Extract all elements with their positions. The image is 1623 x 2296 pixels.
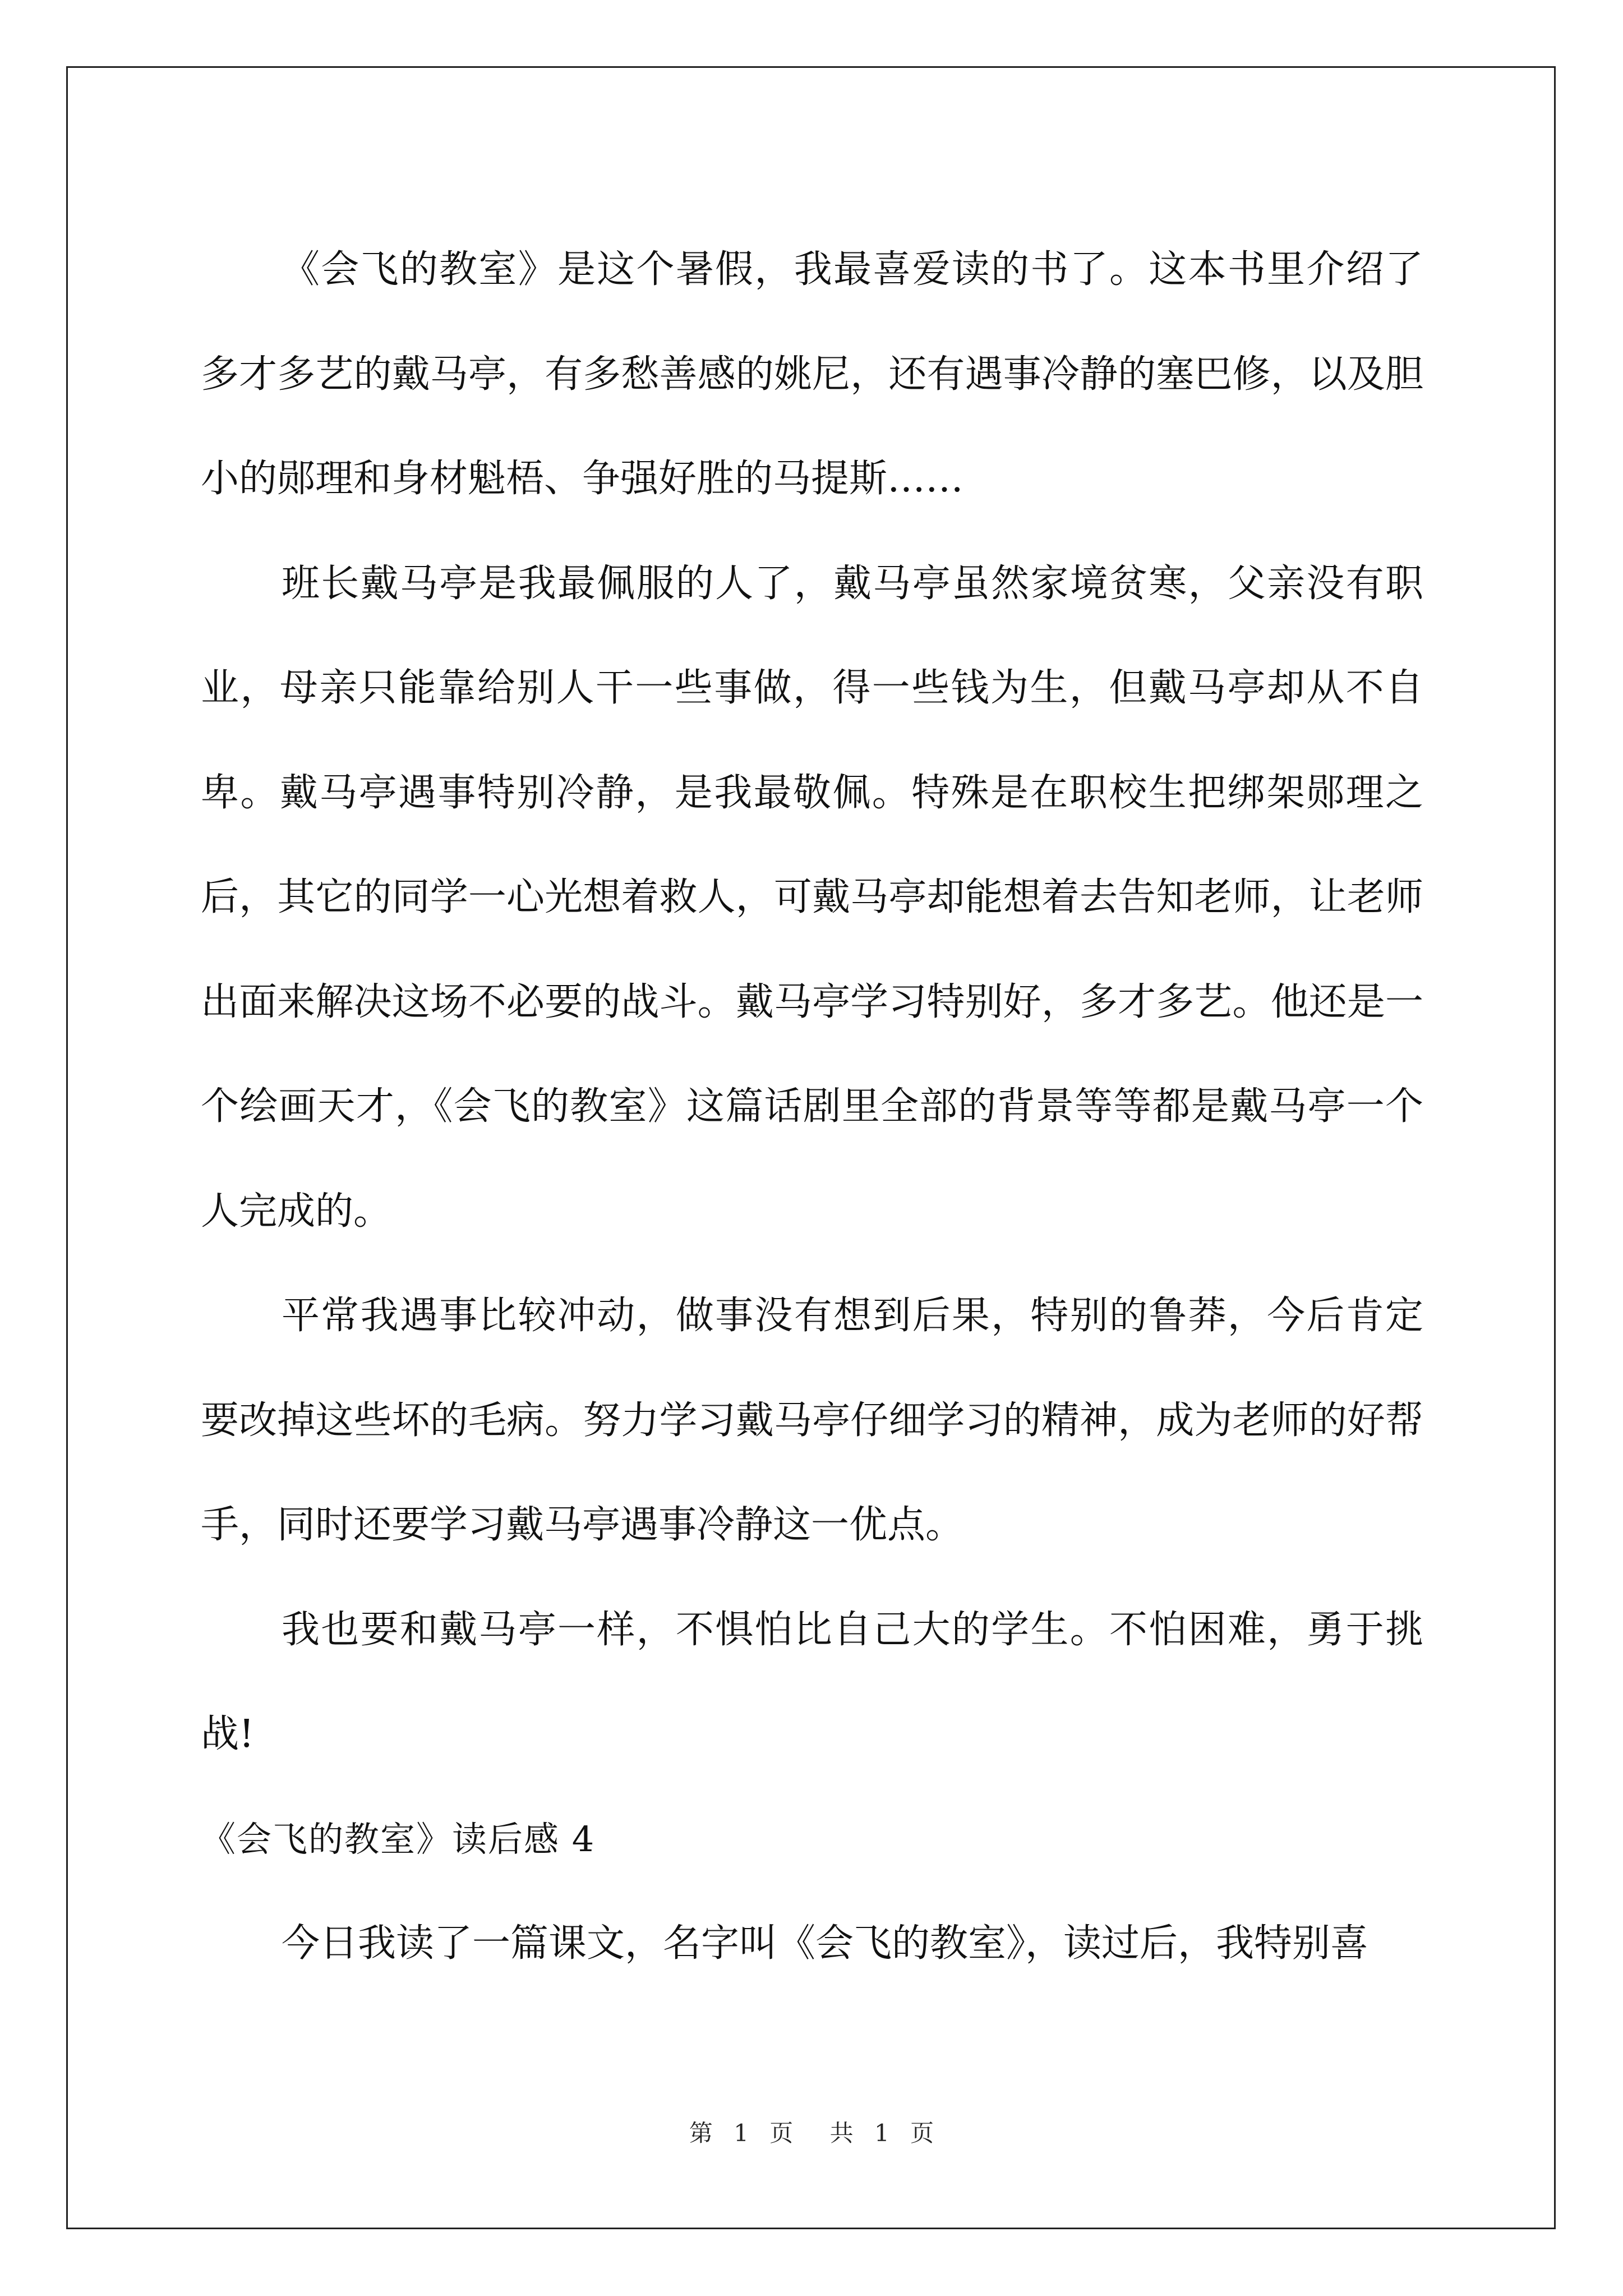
paragraph-monitor: 班长戴马亭是我最佩服的人了，戴马亭虽然家境贫寒，父亲没有职业，母亲只能靠给别人干一些事做，得一些钱为生，但戴马亭却从不自卑。戴马亭遇事特别冷静，是我最敬佩。特殊是在职校生把绑架郧理之后，其它的同学一心光想着救人，可戴马亭却能想着去告知老师，让老师出面来解决这场不必要的战斗。戴马亭学习特别好，多才多艺。他还是一个绘画天才，《会飞的教室》这篇话剧里全部的背景等等都是戴马亭一个人完成的。	[201, 561, 1423, 1234]
paragraph-reflection: 平常我遇事比较冲动，做事没有想到后果，特别的鲁莽，今后肯定要改掉这些坏的毛病。努力学习戴马亭仔细学习的精神，成为老师的好帮手，同时还要学习戴马亭遇事冷静这一优点。	[201, 1294, 1423, 1547]
section-heading: 《会飞的教室》读后感 4	[201, 1818, 596, 1860]
page-footer	[0, 2115, 1623, 2148]
document-body	[201, 218, 1423, 1996]
page-total: 共 1 页	[829, 2119, 934, 2147]
page-number: 第 1 页	[689, 2119, 794, 2147]
paragraph-next-essay: 今日我读了一篇课文，名字叫《会飞的教室》，读过后，我特别喜	[282, 1921, 1369, 1966]
paragraph-intro: 《会飞的教室》是这个暑假，我最喜爱读的书了。这本书里介绍了多才多艺的戴马亭，有多愁善感的姚尼，还有遇事冷静的塞巴修，以及胆小的郧理和身材魁梧、争强好胜的马提斯……	[201, 247, 1423, 501]
paragraph-resolution: 我也要和戴马亭一样，不惧怕比自己大的学生。不怕困难，勇于挑战!	[201, 1607, 1423, 1756]
